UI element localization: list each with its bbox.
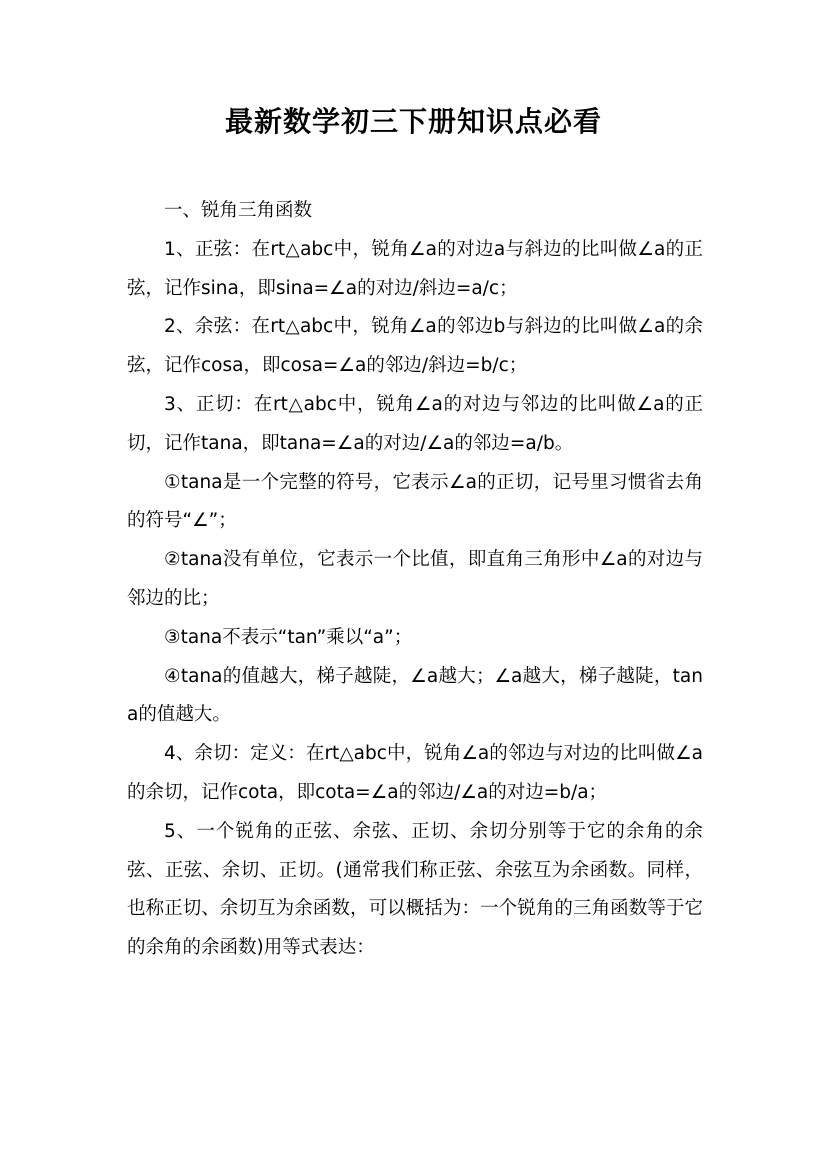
paragraph-cofunction: 5、一个锐角的正弦、余弦、正切、余切分别等于它的余角的余弦、正弦、余切、正切。(通常我们称正弦、余弦互为余函数。同样，也称正切、余切互为余函数，可以概括为：一个锐角的三角函数等于它的余角的余函数)用等式表达： [127,820,703,959]
document-title: 最新数学初三下册知识点必看 [224,105,602,138]
paragraph-note-4: ④tana的值越大，梯子越陡，∠a越大；∠a越大，梯子越陡，tana的值越大。 [127,665,703,726]
paragraph-sine: 1、正弦：在rt△abc中，锐角∠a的对边a与斜边的比叫做∠a的正弦，记作sina，即sina=∠a的对边/斜边=a/c； [127,238,703,299]
document-body [127,192,703,968]
paragraph-cosine: 2、余弦：在rt△abc中，锐角∠a的邻边b与斜边的比叫做∠a的余弦，记作cosa，即cosa=∠a的邻边/斜边=b/c； [127,316,703,377]
paragraph-note-2: ②tana没有单位，它表示一个比值，即直角三角形中∠a的对边与邻边的比； [127,549,703,609]
paragraph-cotangent: 4、余切：定义：在rt△abc中，锐角∠a的邻边与对边的比叫做∠a的余切，记作cota，即cota=∠a的邻边/∠a的对边=b/a； [127,743,703,803]
paragraph-note-1: ①tana是一个完整的符号，它表示∠a的正切，记号里习惯省去角的符号“∠”； [127,471,703,532]
paragraph-tangent: 3、正切：在rt△abc中，锐角∠a的对边与邻边的比叫做∠a的正切，记作tana，即tana=∠a的对边/∠a的邻边=a/b。 [127,393,703,454]
paragraph-note-3: ③tana不表示“tan”乘以“a”； [164,626,413,648]
paragraph-section-heading: 一、锐角三角函数 [164,200,313,221]
